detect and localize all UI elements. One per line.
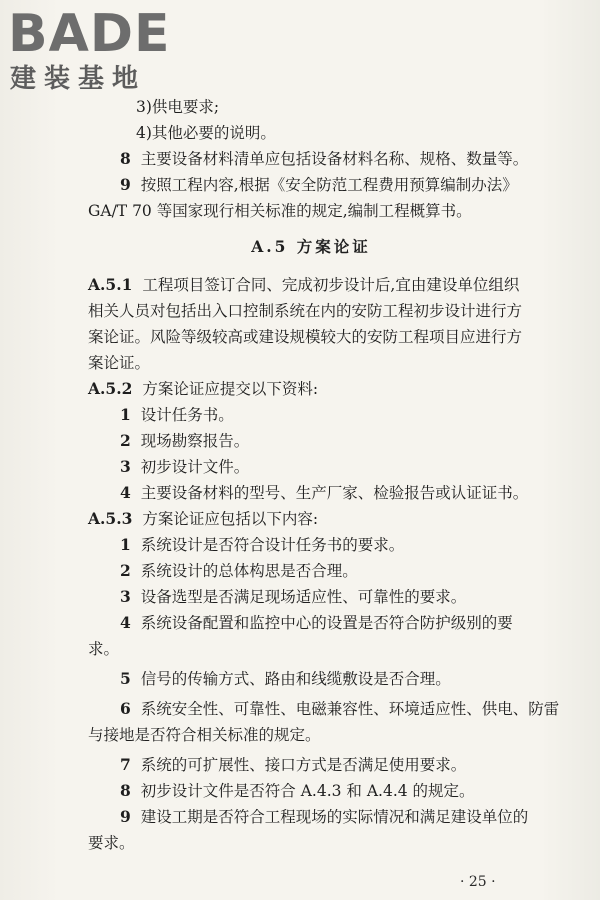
clause-text: 方案论证应包括以下内容:: [142, 510, 319, 528]
item-number: 1: [120, 535, 131, 554]
item-text: 系统设备配置和监控中心的设置是否符合防护级别的要: [140, 614, 513, 632]
item-text: 系统的可扩展性、接口方式是否满足使用要求。: [140, 756, 467, 774]
list-item: [88, 402, 534, 428]
item-number: 1: [120, 405, 131, 424]
list-item: [88, 532, 534, 558]
clause-a51: [88, 272, 534, 298]
item-text: 设计任务书。: [140, 406, 234, 424]
clause-a51-cont: 相关人员对包括出入口控制系统在内的安防工程初步设计进行方: [88, 302, 523, 320]
list-item: 4)其他必要的说明。: [136, 124, 276, 142]
item-text: 系统安全性、可靠性、电磁兼容性、环境适应性、供电、防雷: [140, 700, 560, 718]
item-text: 现场勘察报告。: [140, 432, 250, 450]
item-number: 5: [120, 669, 131, 688]
list-item: [88, 454, 534, 480]
item-text: 初步设计文件。: [140, 458, 250, 476]
item-text: 主要设备材料清单应包括设备材料名称、规格、数量等。: [140, 150, 529, 168]
list-item: [88, 558, 534, 584]
item-number: 3: [120, 457, 131, 476]
item-text: 信号的传输方式、路由和线缆敷设是否合理。: [140, 670, 451, 688]
item-text: 主要设备材料的型号、生产厂家、检验报告或认证证书。: [140, 484, 529, 502]
item-text: 按照工程内容,根据《安全防范工程费用预算编制办法》: [140, 176, 518, 194]
list-item: [88, 778, 534, 804]
item-number: 4: [120, 483, 131, 502]
clause-a51-cont: 案论证。风险等级较高或建设规模较大的安防工程项目应进行方: [88, 328, 523, 346]
list-item: [88, 696, 560, 722]
list-item: 3)供电要求;: [136, 98, 220, 116]
list-item: [88, 666, 534, 692]
page-number: · 25 ·: [460, 874, 496, 890]
list-item: [88, 610, 534, 636]
section-title: A.5 方案论证: [251, 237, 371, 256]
list-item: [88, 584, 534, 610]
list-item-cont: 求。: [88, 640, 120, 658]
item-text: 建设工期是否符合工程现场的实际情况和满足建设单位的: [140, 808, 529, 826]
list-item: [88, 428, 534, 454]
clause-id: A.5.3: [88, 509, 133, 528]
clause-a51-cont: 案论证。: [88, 354, 151, 372]
list-item: [88, 804, 534, 830]
list-item-8: [88, 146, 534, 172]
item-text: 系统设计是否符合设计任务书的要求。: [140, 536, 405, 554]
clause-a52: [88, 376, 534, 402]
logo-wordmark: BADE: [8, 4, 171, 64]
item-number: 9: [120, 175, 131, 194]
list-item-9-cont: GA/T 70 等国家现行相关标准的规定,编制工程概算书。: [88, 202, 472, 220]
clause-id: A.5.2: [88, 379, 133, 398]
item-text: 初步设计文件是否符合 A.4.3 和 A.4.4 的规定。: [140, 782, 475, 800]
list-item: [88, 480, 534, 506]
document-body: [88, 94, 560, 856]
clause-a53: [88, 506, 534, 532]
list-item-cont: 与接地是否符合相关标准的规定。: [88, 726, 321, 744]
list-item: [88, 752, 534, 778]
item-number: 7: [120, 755, 131, 774]
clause-id: A.5.1: [88, 275, 133, 294]
item-number: 4: [120, 613, 131, 632]
clause-text: 方案论证应提交以下资料:: [142, 380, 319, 398]
item-number: 3: [120, 587, 131, 606]
item-number: 8: [120, 781, 131, 800]
list-item-9: [88, 172, 534, 198]
item-number: 6: [120, 699, 131, 718]
item-number: 9: [120, 807, 131, 826]
logo-chinese-text: 建装基地: [10, 64, 147, 94]
item-text: 设备选型是否满足现场适应性、可靠性的要求。: [140, 588, 467, 606]
item-number: 8: [120, 149, 131, 168]
bade-logo: [8, 6, 178, 94]
list-item-cont: 要求。: [88, 834, 135, 852]
item-number: 2: [120, 561, 131, 580]
item-text: 系统设计的总体构思是否合理。: [140, 562, 358, 580]
item-number: 2: [120, 431, 131, 450]
clause-text: 工程项目签订合同、完成初步设计后,宜由建设单位组织: [142, 276, 520, 294]
